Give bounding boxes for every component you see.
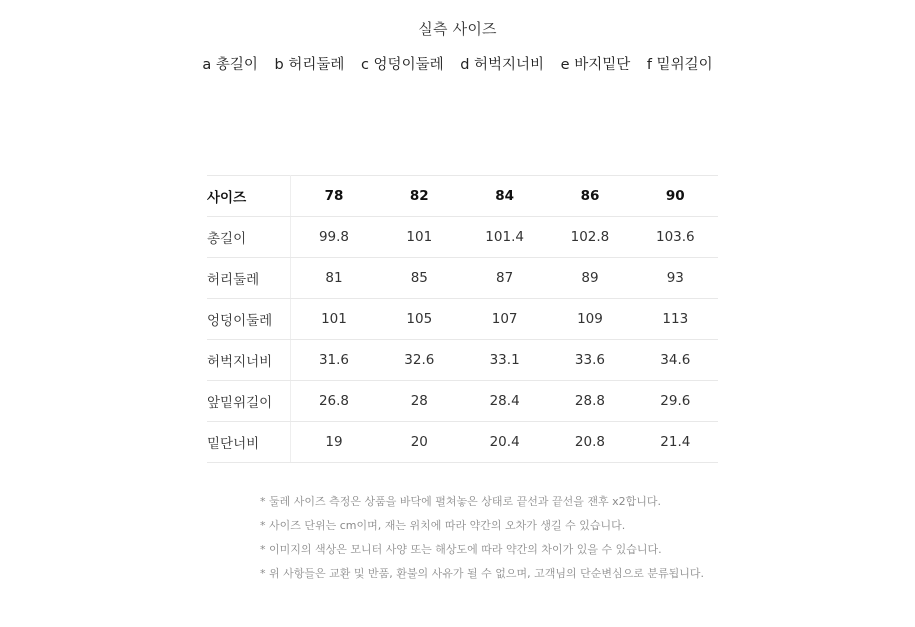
table-cell: 109 — [547, 299, 632, 340]
legend-item-e: e 바지밑단 — [560, 57, 631, 73]
header-size-86: 86 — [547, 176, 632, 217]
table-row — [207, 381, 718, 422]
table-cell: 101 — [291, 299, 377, 340]
row-label: 앞밑위길이 — [207, 381, 291, 422]
table-cell: 101.4 — [462, 217, 547, 258]
note-line: * 둘레 사이즈 측정은 상품을 바닥에 펼쳐놓은 상태로 끝선과 끝선을 잰후 x2합니다. — [260, 495, 661, 508]
table-cell: 20 — [377, 422, 462, 463]
note-line: * 위 사항들은 교환 및 반품, 환불의 사유가 될 수 없으며, 고객님의 단순변심으로 분류됩니다. — [260, 567, 704, 580]
table-cell: 20.8 — [547, 422, 632, 463]
header-size-82: 82 — [377, 176, 462, 217]
table-header-row — [207, 176, 718, 217]
table-cell: 89 — [547, 258, 632, 299]
table-cell: 28.4 — [462, 381, 547, 422]
table-cell: 28 — [377, 381, 462, 422]
header-size-label: 사이즈 — [207, 176, 291, 217]
table-row — [207, 258, 718, 299]
legend-item-d: d 허벅지너비 — [460, 57, 545, 73]
table-cell: 21.4 — [633, 422, 718, 463]
legend-item-b: b 허리둘레 — [274, 57, 345, 73]
size-notes — [260, 490, 704, 586]
table-row — [207, 217, 718, 258]
table-cell: 81 — [291, 258, 377, 299]
table-cell: 32.6 — [377, 340, 462, 381]
table-cell: 33.1 — [462, 340, 547, 381]
table-cell: 107 — [462, 299, 547, 340]
row-label: 허벅지너비 — [207, 340, 291, 381]
table-cell: 28.8 — [547, 381, 632, 422]
table-cell: 113 — [633, 299, 718, 340]
table-cell: 87 — [462, 258, 547, 299]
table-cell: 29.6 — [633, 381, 718, 422]
table-cell: 105 — [377, 299, 462, 340]
table-cell: 26.8 — [291, 381, 377, 422]
table-cell: 20.4 — [462, 422, 547, 463]
header-size-90: 90 — [633, 176, 718, 217]
table-cell: 103.6 — [633, 217, 718, 258]
row-label: 총길이 — [207, 217, 291, 258]
table-cell: 85 — [377, 258, 462, 299]
table-cell: 93 — [633, 258, 718, 299]
table-cell: 31.6 — [291, 340, 377, 381]
header-size-78: 78 — [291, 176, 377, 217]
table-row — [207, 340, 718, 381]
table-row — [207, 422, 718, 463]
measurement-legend — [0, 53, 915, 74]
row-label: 밑단너비 — [207, 422, 291, 463]
header-size-84: 84 — [462, 176, 547, 217]
legend-item-f: f 밑위길이 — [646, 57, 713, 73]
table-cell: 102.8 — [547, 217, 632, 258]
row-label: 엉덩이둘레 — [207, 299, 291, 340]
table-cell: 19 — [291, 422, 377, 463]
note-line: * 사이즈 단위는 cm이며, 재는 위치에 따라 약간의 오차가 생길 수 있습니다. — [260, 519, 626, 532]
table-row — [207, 299, 718, 340]
legend-item-c: c 엉덩이둘레 — [360, 57, 444, 73]
table-cell: 99.8 — [291, 217, 377, 258]
size-table — [207, 175, 718, 463]
row-label: 허리둘레 — [207, 258, 291, 299]
table-cell: 101 — [377, 217, 462, 258]
legend-item-a: a 총길이 — [202, 57, 258, 73]
table-cell: 34.6 — [633, 340, 718, 381]
page-title: 실측 사이즈 — [418, 20, 497, 38]
note-line: * 이미지의 색상은 모니터 사양 또는 해상도에 따라 약간의 차이가 있을 수 있습니다. — [260, 543, 662, 556]
table-cell: 33.6 — [547, 340, 632, 381]
